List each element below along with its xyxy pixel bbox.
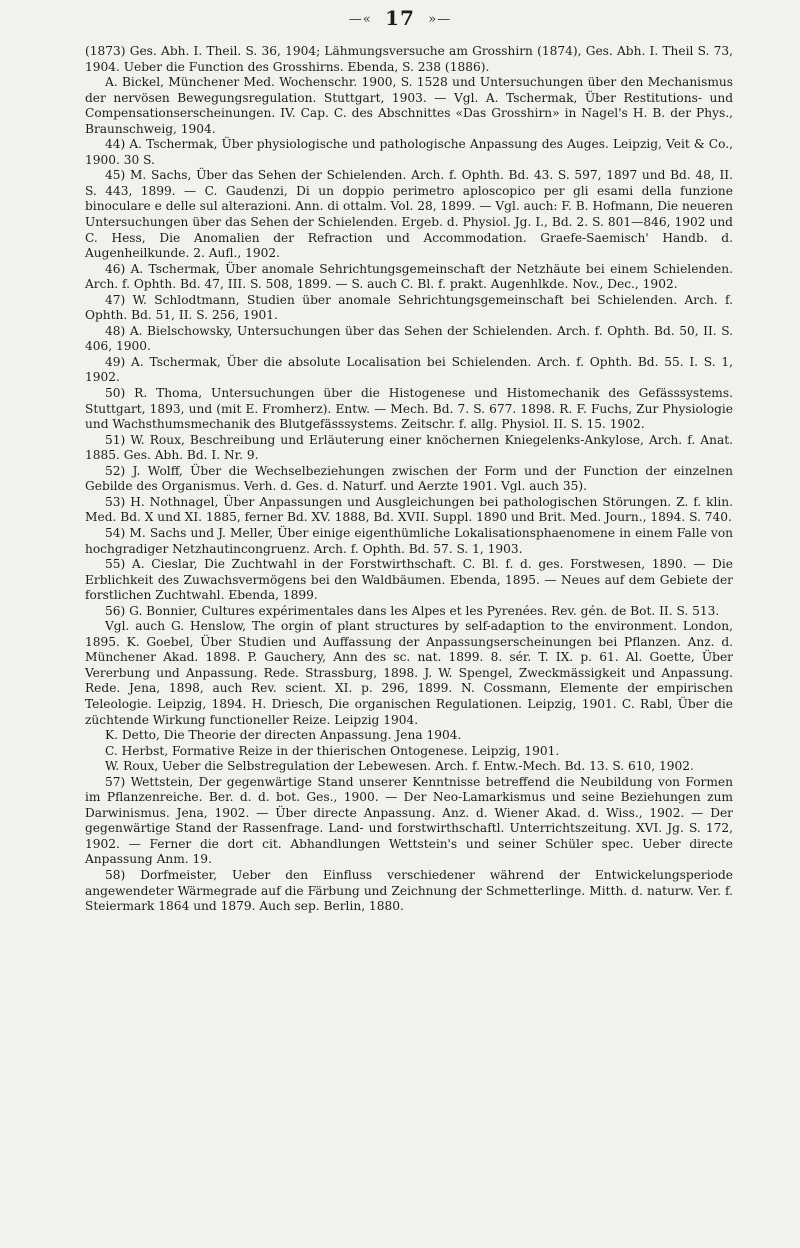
reference-entry: C. Herbst, Formative Reize in der thierischen Ontogenese. Leipzig, 1901. [105,743,560,758]
reference-entry: 51) W. Roux, Beschreibung und Erläuterung einer knöchernen Kniegelenks-Ankylose, Arch. f. Anat. 1885. Ges. Abh. Bd. I. Nr. 9. [85,432,733,463]
reference-entry: 50) R. Thoma, Untersuchungen über die Histogenese und Histomechanik des Gefässsystems. Stuttgart, 1893, und (mit E. Fromherz). Entw. — Mech. Bd. 7. S. 677. 1898. R. F. Fuchs, Zur Physiologie und Wachsthumsmechanik des Blutgefässsystems. Zeitschr. f. allg. Physiol. II. S. 15. 1902. [85,386,733,432]
reference-entry: W. Roux, Ueber die Selbstregulation der Lebewesen. Arch. f. Entw.-Mech. Bd. 13. S. 610, 1902. [105,759,694,774]
reference-entry: 44) A. Tschermak, Über physiologische und pathologische Anpassung des Auges. Leipzig, Veit & Co., 1900. 30 S. [85,137,733,167]
reference-entry: A. Bickel, Münchener Med. Wochenschr. 1900, S. 1528 und Untersuchungen über den Mechanismus der nervösen Bewegungsregulation. Stuttgart, 1903. — Vgl. A. Tschermak, Über Restitutions- und Compensationserscheinungen. IV. Cap. C. des Abschnittes «Das Grosshirn» in Nagel's H. B. der Phys., Braunschweig, 1904. [85,75,733,136]
reference-entry: 49) A. Tschermak, Über die absolute Localisation bei Schielenden. Arch. f. Ophth. Bd. 55. I. S. 1, 1902. [85,354,733,385]
reference-entry: K. Detto, Die Theorie der directen Anpassung. Jena 1904. [105,728,462,743]
reference-entry: 52) J. Wolff, Über die Wechselbeziehungen zwischen der Form und der Function der einzelnen Gebilde des Organismus. Verh. d. Ges. d. Naturf. und Aerzte 1901. Vgl. auch 35). [85,463,733,494]
reference-entry: (1873) Ges. Abh. I. Theil. S. 36, 1904; Lähmungsversuche am Grosshirn (1874), Ges. Abh. I. Theil S. 73, 1904. Ueber die Function des Grosshirns. Ebenda, S. 238 (1886). [85,44,733,74]
reference-entry: 56) G. Bonnier, Cultures expérimentales dans les Alpes et les Pyrenées. Rev. gén. de Bot. II. S. 513. [105,603,720,618]
reference-entry: 55) A. Cieslar, Die Zuchtwahl in der Forstwirthschaft. C. Bl. f. d. ges. Forstwesen, 1890. — Die Erblichkeit des Zuwachsvermögens bei den Waldbäumen. Ebenda, 1895. — Neues auf dem Gebiete der forstlichen Zuchtwahl. Ebenda, 1899. [85,557,733,603]
reference-entry: 45) M. Sachs, Über das Sehen der Schielenden. Arch. f. Ophth. Bd. 43. S. 597, 1897 und Bd. 48, II. S. 443, 1899. — C. Gaudenzi, Di un doppio perimetro aploscopico per gli esami della funzione binoculare e delle sul alterazioni. Ann. di ottalm. Vol. 28, 1899. — Vgl. auch: F. B. Hofmann, Die neueren Untersuchungen über das Sehen der Schielenden. Ergeb. d. Physiol. Jg. I., Bd. 2. S. 801—846, 1902 und C. Hess, Die Anomalien der Refraction und Accommodation. Graefe-Saemisch' Handb. d. Augenheilkunde. 2. Aufl., 1902. [85,168,733,261]
reference-entry: 47) W. Schlodtmann, Studien über anomale Sehrichtungsgemeinschaft bei Schielenden. Arch. f. Ophth. Bd. 51, II. S. 256, 1901. [85,292,733,323]
reference-entry: 48) A. Bielschowsky, Untersuchungen über das Sehen der Schielenden. Arch. f. Ophth. Bd. 50, II. S. 406, 1900. [85,323,733,354]
reference-entry: 57) Wettstein, Der gegenwärtige Stand unserer Kenntnisse betreffend die Neubildung von Formen im Pflanzenreiche. Ber. d. d. bot. Ges., 1900. — Der Neo-Lamarkismus und seine Beziehungen zum Darwinismus. Jena, 1902. — Über directe Anpassung. Anz. d. Wiener Akad. d. Wiss., 1902. — Der gegenwärtige Stand der Rassenfrage. Land- und forstwirthschaftl. Unterrichtszeitung. XVI. Jg. S. 172, 1902. — Ferner die dort cit. Abhandlungen Wettstein's und seiner Schüler spec. Ueber directe Anpassung Anm. 19. [85,774,733,867]
reference-entry: Vgl. auch G. Henslow, The orgin of plant structures by self-adaption to the environment. London, 1895. K. Goebel, Über Studien und Auffassung der Anpassungserscheinungen bei Pflanzen. Anz. d. Münchener Akad. 1898. P. Gauchery, Ann des sc. nat. 1899. 8. sér. T. IX. p. 61. Al. Goette, Über Vererbung und Anpassung. Rede. Strassburg, 1898. J. W. Spengel, Zweckmässigkeit und Anpassung. Rede. Jena, 1898, auch Rev. scient. XI. p. 296, 1899. N. Cossmann, Elemente der empirischen Teleologie. Leipzig, 1894. H. Driesch, Die organischen Regulationen. Leipzig, 1901. C. Rabl, Über die züchtende Wirkung functioneller Reize. Leipzig 1904. [85,619,733,727]
reference-list [85,44,733,915]
header-ornament-left: —« [348,12,372,27]
reference-entry: 53) H. Nothnagel, Über Anpassungen und Ausgleichungen bei pathologischen Störungen. Z. f. klin. Med. Bd. X und XI. 1885, ferner Bd. XV. 1888, Bd. XVII. Suppl. 1890 und Brit. Med. Journ., 1894. S. 740. [85,494,733,525]
page-number: 17 [385,6,415,30]
reference-entry: 54) M. Sachs und J. Meller, Über einige eigenthümliche Lokalisationsphaenomene in einem Falle von hochgradiger Netzhautincongruenz. Arch. f. Ophth. Bd. 57. S. 1, 1903. [85,525,733,556]
page-header [0,6,800,30]
reference-entry: 46) A. Tschermak, Über anomale Sehrichtungsgemeinschaft der Netzhäute bei einem Schielenden. Arch. f. Ophth. Bd. 47, III. S. 508, 1899. — S. auch C. Bl. f. prakt. Augenhlkde. Nov., Dec., 1902. [85,261,733,292]
reference-entry: 58) Dorfmeister, Ueber den Einfluss verschiedener während der Entwickelungsperiode angewendeter Wärmegrade auf die Färbung und Zeichnung der Schmetterlinge. Mitth. d. naturw. Ver. f. Steiermark 1864 und 1879. Auch sep. Berlin, 1880. [85,867,733,914]
header-ornament-right: »— [428,12,452,27]
